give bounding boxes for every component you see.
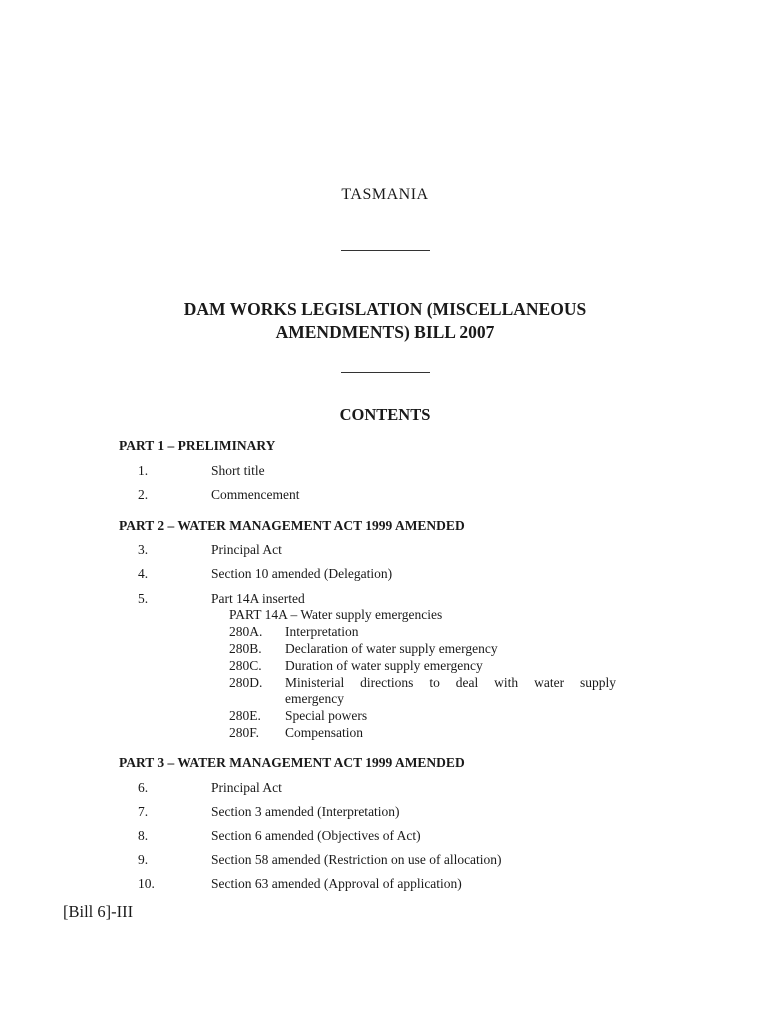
section-number: 8. [138, 828, 149, 843]
section-title: Section 58 amended (Restriction on use of allocation) [211, 852, 502, 867]
subsection-number: 280D. [229, 675, 263, 690]
subsection-title: Special powers [285, 708, 368, 723]
subsection-title: Interpretation [285, 624, 359, 639]
contents-heading: CONTENTS [339, 405, 431, 424]
section-title: Principal Act [211, 780, 282, 795]
part-heading: PART 2 – WATER MANAGEMENT ACT 1999 AMENDED [119, 518, 465, 533]
section-title: Part 14A inserted [211, 591, 305, 606]
section-number: 7. [138, 804, 149, 819]
section-number: 5. [138, 591, 149, 606]
jurisdiction-heading: TASMANIA [341, 186, 429, 203]
subsection-number: 280E. [229, 708, 261, 723]
section-title: Short title [211, 463, 265, 478]
bill-title-line-1: DAM WORKS LEGISLATION (MISCELLANEOUS [183, 299, 587, 319]
subsection-number: 280B. [229, 641, 262, 656]
section-title: Section 3 amended (Interpretation) [211, 804, 400, 819]
section-number: 6. [138, 780, 149, 795]
subsection-number: 280F. [229, 725, 260, 740]
divider-rule [341, 250, 430, 251]
section-title: Principal Act [211, 542, 282, 557]
divider-rule [341, 372, 430, 373]
subsection-title: Compensation [285, 725, 363, 740]
section-title: Commencement [211, 487, 300, 502]
section-number: 9. [138, 852, 149, 867]
inserted-part-heading: PART 14A – Water supply emergencies [229, 607, 443, 622]
part-heading: PART 1 – PRELIMINARY [119, 438, 276, 453]
subsection-number: 280C. [229, 658, 262, 673]
subsection-title: Duration of water supply emergency [285, 658, 483, 673]
subsection-title: Declaration of water supply emergency [285, 641, 498, 656]
subsection-title: Ministerial directions to deal with water supply [285, 675, 616, 690]
bill-title-line-2: AMENDMENTS) BILL 2007 [275, 322, 495, 342]
section-number: 2. [138, 487, 149, 502]
subsection-number: 280A. [229, 624, 263, 639]
section-number: 3. [138, 542, 149, 557]
part-heading: PART 3 – WATER MANAGEMENT ACT 1999 AMENDED [119, 755, 465, 770]
bill-title [0, 298, 770, 344]
bill-reference: [Bill 6]-III [63, 902, 134, 921]
subsection-title-continuation: emergency [285, 691, 344, 706]
section-title: Section 10 amended (Delegation) [211, 566, 393, 581]
section-number: 4. [138, 566, 149, 581]
section-title: Section 63 amended (Approval of application) [211, 876, 462, 891]
section-number: 10. [138, 876, 155, 891]
section-number: 1. [138, 463, 149, 478]
section-title: Section 6 amended (Objectives of Act) [211, 828, 421, 843]
